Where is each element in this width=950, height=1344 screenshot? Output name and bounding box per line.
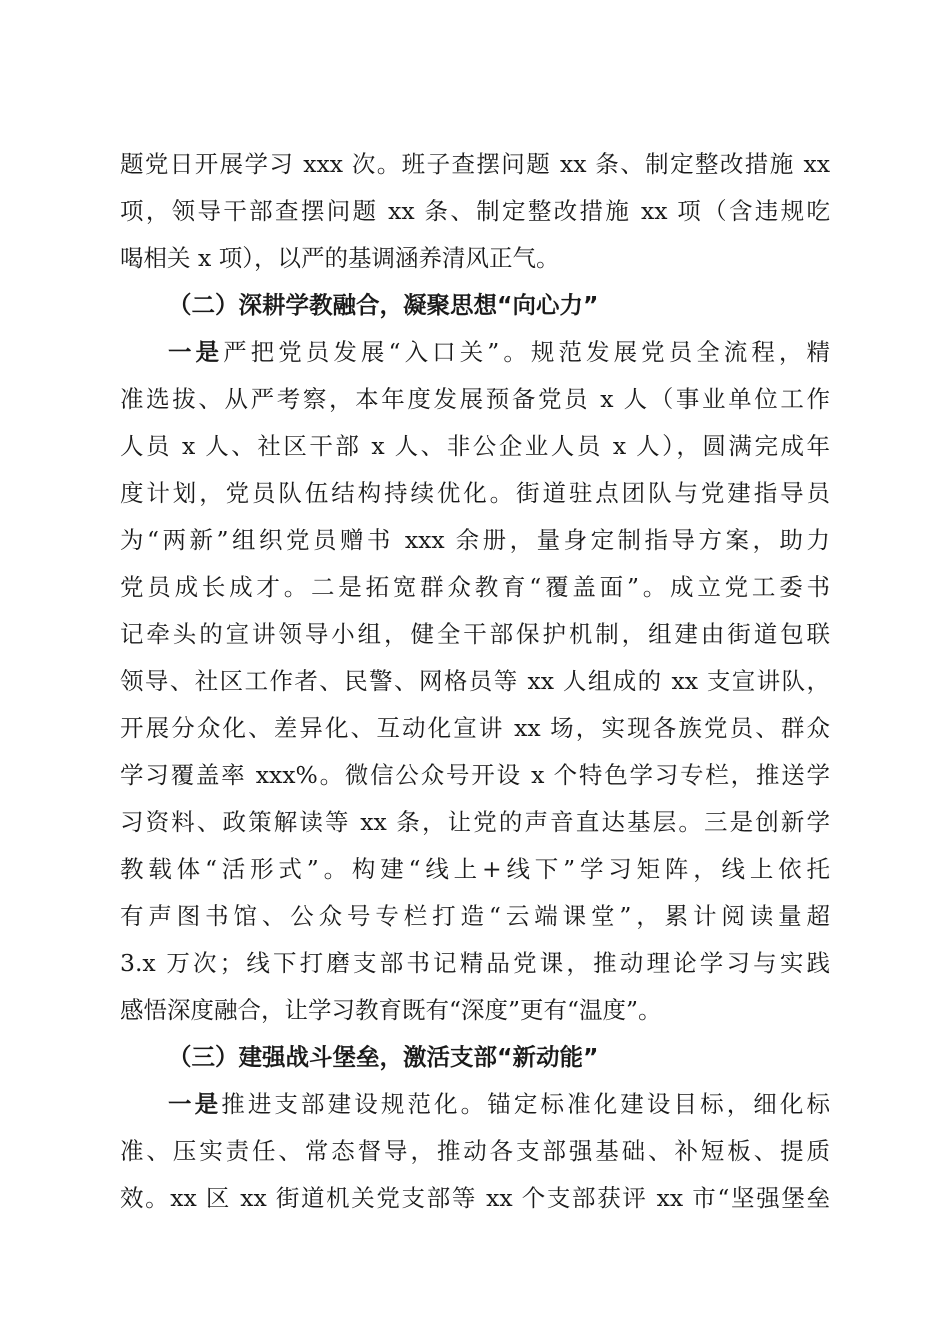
body-line: 开展分众化、差异化、互动化宣讲 xx 场，实现各族党员、群众 xyxy=(120,714,830,742)
body-line: 人员 x 人、社区干部 x 人、非公企业人员 x 人），圆满完成年 xyxy=(120,432,830,460)
body-line: 记牵头的宣讲领导小组，健全干部保护机制，组建由街道包联 xyxy=(120,620,830,648)
body-line-text: 严把党员发展“入口关”。规范发展党员全流程，精 xyxy=(223,338,830,366)
lead-in-text: 一是 xyxy=(168,338,224,366)
body-line: 党员成长成才。二是拓宽群众教育“覆盖面”。成立党工委书 xyxy=(120,573,830,601)
lead-in-text: 一是 xyxy=(168,1090,222,1118)
body-line: 度计划，党员队伍结构持续优化。街道驻点团队与党建指导员 xyxy=(120,479,830,507)
body-line: 效。xx 区 xx 街道机关党支部等 xx 个支部获评 xx 市“坚强堡垒 xyxy=(120,1184,830,1212)
body-line: 有声图书馆、公众号专栏打造“云端课堂”，累计阅读量超 xyxy=(120,902,830,930)
section-heading: （二）深耕学教融合，凝聚思想“向心力” xyxy=(168,291,599,319)
body-line-text: 推进支部建设规范化。锚定标准化建设目标，细化标 xyxy=(221,1090,830,1118)
body-line: 喝相关 x 项），以严的基调涵养清风正气。 xyxy=(120,244,560,272)
body-line: 题党日开展学习 xxx 次。班子查摆问题 xx 条、制定整改措施 xx xyxy=(120,150,830,178)
body-line: 感悟深度融合，让学习教育既有“深度”更有“温度”。 xyxy=(120,996,662,1024)
body-line xyxy=(168,1084,830,1124)
body-line: 教载体“活形式”。构建“线上+线下”学习矩阵，线上依托 xyxy=(120,855,830,883)
body-line: 领导、社区工作者、民警、网格员等 xx 人组成的 xx 支宣讲队， xyxy=(120,667,830,695)
body-line: 学习覆盖率 xxx%。微信公众号开设 x 个特色学习专栏，推送学 xyxy=(120,761,830,789)
body-line: 准、压实责任、常态督导，推动各支部强基础、补短板、提质 xyxy=(120,1137,830,1165)
section-heading: （三）建强战斗堡垒，激活支部“新动能” xyxy=(168,1043,599,1071)
body-line: 习资料、政策解读等 xx 条，让党的声音直达基层。三是创新学 xyxy=(120,808,830,836)
body-line: 3.x 万次；线下打磨支部书记精品党课，推动理论学习与实践 xyxy=(120,949,830,977)
body-line: 项，领导干部查摆问题 xx 条、制定整改措施 xx 项（含违规吃 xyxy=(120,197,830,225)
body-line: 准选拔、从严考察，本年度发展预备党员 x 人（事业单位工作 xyxy=(120,385,830,413)
body-line: 为“两新”组织党员赠书 xxx 余册，量身定制指导方案，助力 xyxy=(120,526,830,554)
body-line xyxy=(168,332,830,372)
